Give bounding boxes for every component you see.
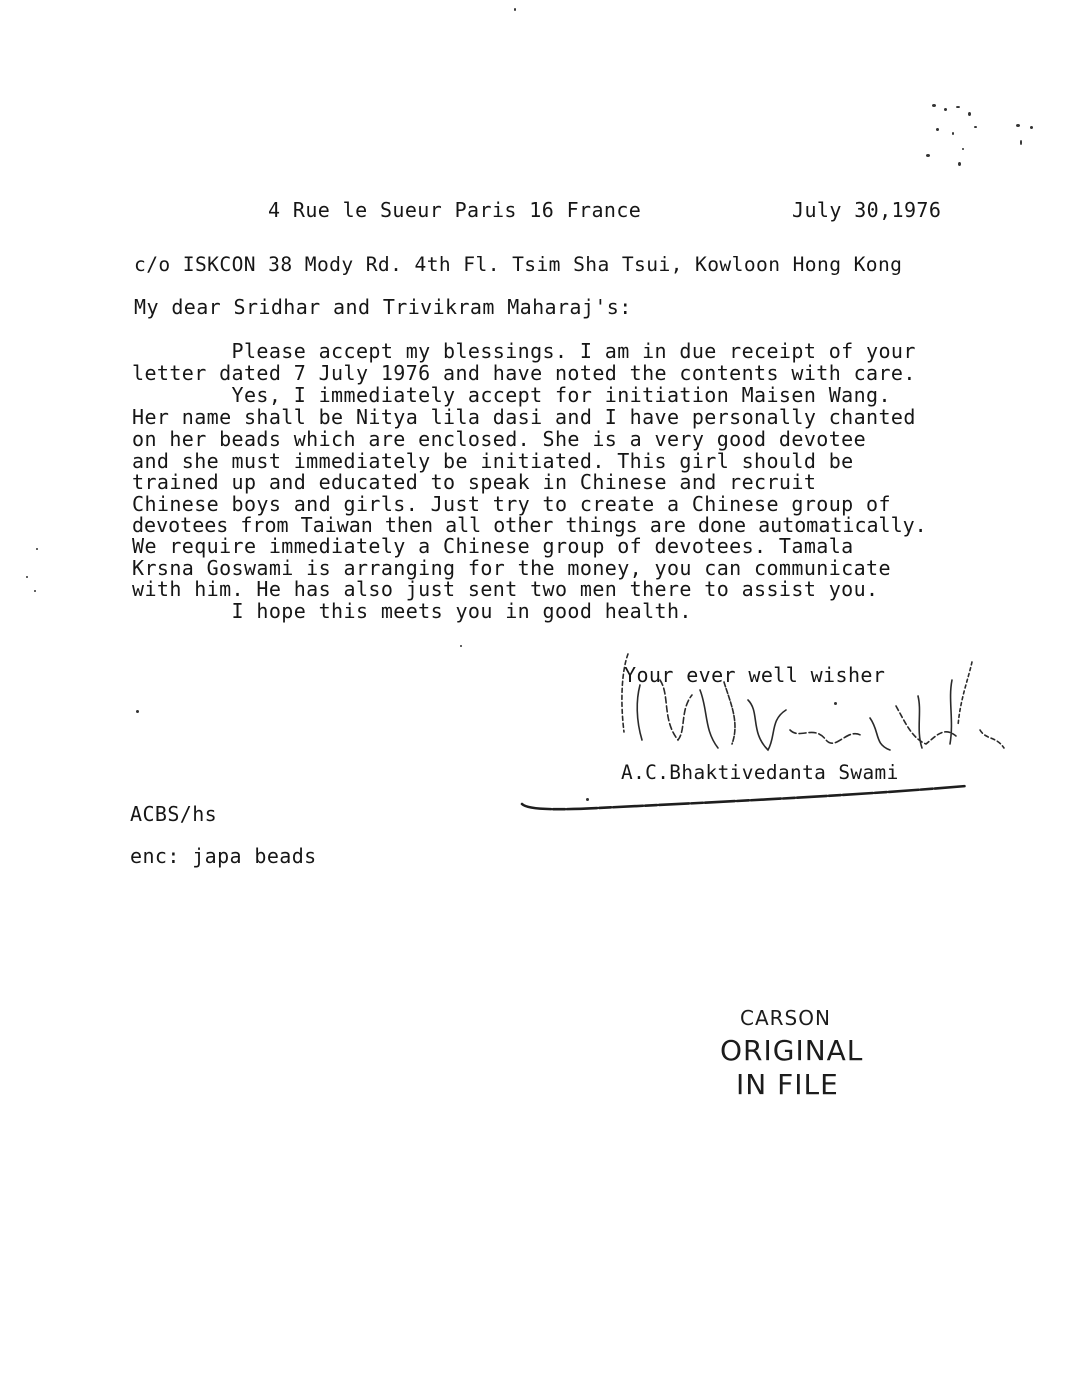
typist-initials: ACBS/hs [130,802,218,826]
body-line: Krsna Goswami is arranging for the money, you can communicate [132,556,891,580]
stamp-line: CARSON [740,1006,831,1030]
body-line: on her beads which are enclosed. She is a very good devotee [132,427,867,451]
body-line: letter dated 7 July 1976 and have noted the contents with care. [132,361,916,385]
recipient-address: c/o ISKCON 38 Mody Rd. 4th Fl. Tsim Sha Tsui, Kowloon Hong Kong [134,253,903,276]
body-line: We require immediately a Chinese group of devotees. Tamala [132,534,854,558]
body-line: Yes, I immediately accept for initiation Maisen Wang. [132,383,891,407]
letter-date: July 30,1976 [792,198,942,222]
stamp-line: ORIGINAL [720,1034,864,1067]
signature-name: A.C.Bhaktivedanta Swami [621,761,899,784]
sender-address: 4 Rue le Sueur Paris 16 France [268,198,642,222]
stamp-line: IN FILE [736,1068,839,1101]
body-line: Please accept my blessings. I am in due receipt of your [132,339,916,363]
body-line: and she must immediately be initiated. This girl should be [132,449,854,473]
body-line: Chinese boys and girls. Just try to create a Chinese group of [132,492,891,516]
body-line: trained up and educated to speak in Chinese and recruit [132,470,817,494]
enclosure-note: enc: japa beads [130,844,317,868]
body-line: Her name shall be Nitya lila dasi and I have personally chanted [132,405,916,429]
body-line: I hope this meets you in good health. [132,599,692,623]
closing: Your ever well wisher [624,663,886,687]
body-line: devotees from Taiwan then all other things are done automatically. [132,513,927,537]
body-line: with him. He has also just sent two men there to assist you. [132,577,879,601]
salutation: My dear Sridhar and Trivikram Maharaj's: [134,295,632,319]
